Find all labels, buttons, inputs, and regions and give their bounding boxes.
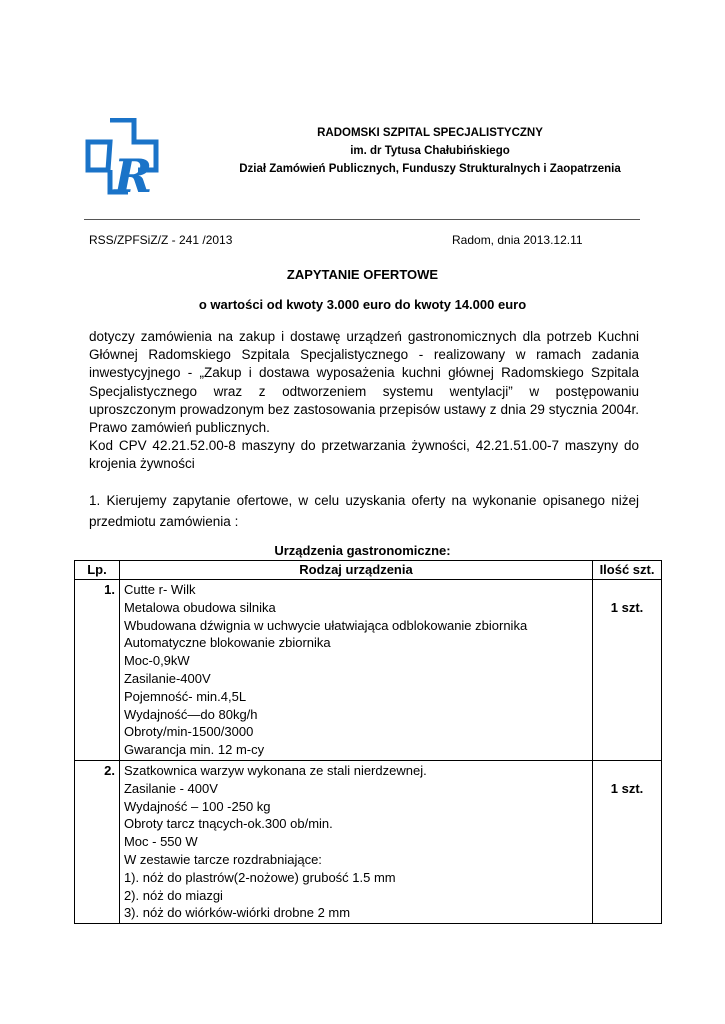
quantity-value: 1 szt. [610,780,644,796]
hospital-logo [84,118,164,198]
description-line: Pojemność- min.4,5L [123,688,247,704]
department-name: Dział Zamówień Publicznych, Funduszy Strukturalnych i Zaopatrzenia [239,163,621,175]
logo-letter: R [114,149,153,198]
description-line: 1). nóż do plastrów(2-nożowe) grubość 1.5 mm [123,869,396,885]
description-line: Wbudowana dźwignia w uchwycie ułatwiająca odblokowanie zbiornika [123,617,528,633]
description-line: Obroty tarcz tnących-ok.300 ob/min. [123,816,333,832]
cpv-paragraph: Kod CPV 42.21.52.00-8 maszyny do przetwarzania żywności, 42.21.51.00-7 maszyny do krojenia żywności [89,438,639,472]
table-caption: Urządzenia gastronomiczne: [274,543,451,558]
description-line: Metalowa obudowa silnika [123,599,276,615]
cross-logo-icon [84,118,164,198]
description-line: Obroty/min-1500/3000 [123,724,254,740]
institution-name: RADOMSKI SZPITAL SPECJALISTYCZNY [317,127,543,139]
request-paragraph: 1. Kierujemy zapytanie ofertowe, w celu uzyskania oferty na wykonanie opisanego niżej przedmiotu zamówienia : [89,493,639,529]
table-row [75,580,662,761]
equipment-table [74,560,662,924]
document-subtitle: o wartości od kwoty 3.000 euro do kwoty 14.000 euro [198,297,527,312]
description-line: Moc-0,9kW [123,653,190,669]
reference-number: RSS/ZPFSiZ/Z - 241 /2013 [89,233,233,247]
description-line: Moc - 550 W [123,834,198,850]
header-qty: Ilość szt. [593,561,662,580]
description-line: Zasilanie-400V [123,670,211,686]
description-line: Wydajność—do 80kg/h [123,706,258,722]
quantity-cell [593,580,662,761]
description-line: 3). nóż do wiórków-wiórki drobne 2 mm [123,905,351,921]
description-line: Wydajność – 100 -250 kg [123,798,271,814]
header-divider [84,219,640,220]
row-number: 2. [75,760,120,923]
device-description [119,760,592,923]
row-number: 1. [75,580,120,761]
device-description [119,580,592,761]
header-lp: Lp. [75,561,120,580]
header-name: Rodzaj urządzenia [119,561,592,580]
description-line: 2). nóż do miazgi [123,887,223,903]
table-header-row [75,561,662,580]
quantity-cell [593,760,662,923]
description-line: Zasilanie - 400V [123,780,218,796]
table-row [75,760,662,923]
document-date: Radom, dnia 2013.12.11 [452,233,583,247]
letterhead [210,124,650,178]
description-line: Automatyczne blokowanie zbiornika [123,635,331,651]
quantity-value: 1 szt. [610,600,644,615]
document-title: ZAPYTANIE OFERTOWE [286,267,439,282]
intro-paragraph: dotyczy zamówienia na zakup i dostawę urządzeń gastronomicznych dla potrzeb Kuchni Głównej Radomskiego Szpitala Specjalistycznego - realizowany w ramach zadania inwestycyjnego - „Zakup i dostawa wyposażenia kuchni głównej Radomskiego Szpitala Specjalistycznego wraz z odtworzeniem systemu wentylacji” w postępowaniu uproszczonym prowadzonym bez zastosowania przepisów ustawy z dnia 29 stycznia 2004r. Prawo zamówień publicznych. [89,329,639,436]
description-line: Gwarancja min. 12 m-cy [123,742,265,758]
description-line: Cutte r- Wilk [123,582,196,597]
description-line: Szatkownica warzyw wykonana ze stali nierdzewnej. [123,762,427,778]
patron-name: im. dr Tytusa Chałubińskiego [350,145,510,157]
description-line: W zestawie tarcze rozdrabniające: [123,851,322,867]
intro-section [89,328,639,474]
